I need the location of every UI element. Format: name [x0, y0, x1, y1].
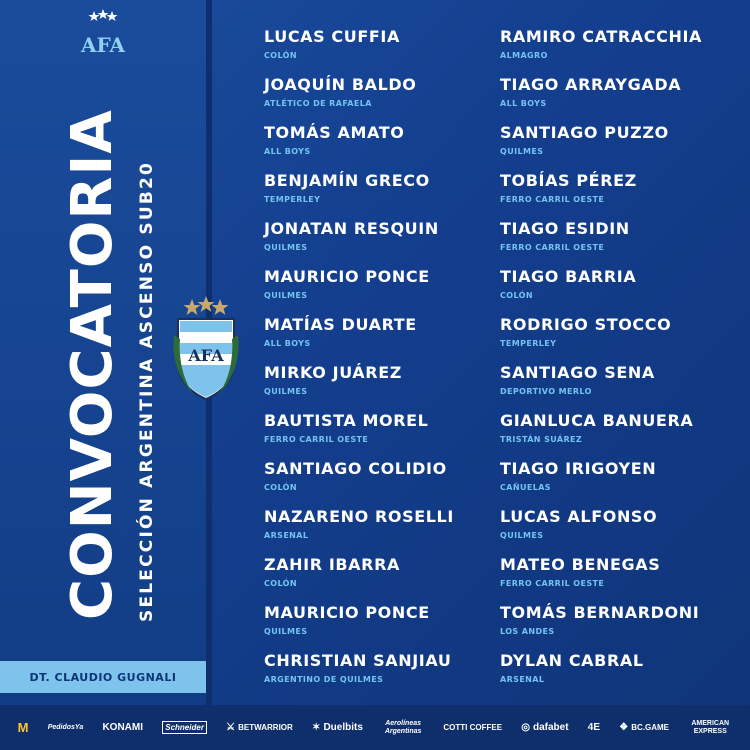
- player-name: SANTIAGO SENA: [500, 363, 655, 382]
- player-club: COLÓN: [264, 579, 297, 588]
- player-club: FERRO CARRIL OESTE: [500, 195, 605, 204]
- player-name: RODRIGO STOCCO: [500, 315, 672, 334]
- player-name: MIRKO JUÁREZ: [264, 363, 402, 382]
- player-entry: [500, 315, 702, 363]
- player-name: JOAQUÍN BALDO: [264, 75, 417, 94]
- player-club: ALL BOYS: [500, 99, 547, 108]
- player-entry: [264, 27, 454, 75]
- player-name: ZAHIR IBARRA: [264, 555, 400, 574]
- player-club: QUILMES: [500, 147, 544, 156]
- betwarrior-icon: ⚔: [226, 722, 236, 733]
- player-name: DYLAN CABRAL: [500, 651, 644, 670]
- player-entry: [264, 411, 454, 459]
- player-entry: [500, 411, 702, 459]
- player-entry: [264, 267, 454, 315]
- player-entry: [264, 555, 454, 603]
- player-entry: [500, 603, 702, 651]
- coach-label: DT. CLAUDIO GUGNALI: [29, 670, 177, 684]
- duelbits-text: Duelbits: [323, 722, 363, 733]
- player-name: LUCAS ALFONSO: [500, 507, 658, 526]
- player-entry: [500, 507, 702, 555]
- pedidosya-icon: PedidosYa: [47, 723, 84, 731]
- player-entry: [264, 363, 454, 411]
- player-entry: [500, 171, 702, 219]
- player-entry: [264, 459, 454, 507]
- sponsor-konami: KONAMI: [102, 722, 144, 733]
- player-name: NAZARENO ROSELLI: [264, 507, 454, 526]
- bcgame-icon: ❖: [619, 722, 629, 733]
- player-club: FERRO CARRIL OESTE: [500, 579, 605, 588]
- sponsor-duelbits: [312, 722, 363, 733]
- coach-box: [0, 661, 206, 693]
- player-club: QUILMES: [500, 531, 544, 540]
- player-name: TIAGO IRIGOYEN: [500, 459, 657, 478]
- bcgame-text: BC.GAME: [631, 723, 670, 732]
- sponsor-aerolineas: [382, 720, 424, 736]
- player-entry: [500, 267, 702, 315]
- player-name: MAURICIO PONCE: [264, 603, 430, 622]
- player-entry: [500, 651, 702, 699]
- player-name: CHRISTIAN SANJIAU: [264, 651, 452, 670]
- player-name: GIANLUCA BANUERA: [500, 411, 694, 430]
- player-entry: [264, 507, 454, 555]
- afa-logo-text: AFA: [80, 33, 126, 57]
- player-club: DEPORTIVO MERLO: [500, 387, 592, 396]
- player-club: COLÓN: [264, 483, 297, 492]
- schneider-logo: Schneider: [162, 721, 207, 734]
- player-entry: [500, 27, 702, 75]
- player-entry: [264, 315, 454, 363]
- player-entry: [500, 459, 702, 507]
- sponsor-foure: 4E: [587, 722, 601, 733]
- player-club: ARGENTINO DE QUILMES: [264, 675, 384, 684]
- sponsor-amex: [688, 720, 732, 736]
- aerolineas-text: Aerolíneas Argentinas: [384, 719, 422, 735]
- page-subtitle: SELECCIÓN ARGENTINA ASCENSO SUB20: [137, 160, 157, 622]
- player-entry: [264, 123, 454, 171]
- sponsor-bar: [0, 705, 750, 750]
- betwarrior-text: BETWARRIOR: [238, 723, 293, 732]
- player-name: TOMÁS AMATO: [264, 123, 405, 142]
- page-title: CONVOCATORIA: [60, 109, 125, 620]
- player-club: QUILMES: [264, 627, 308, 636]
- duelbits-icon: ✶: [312, 722, 321, 733]
- player-name: MAURICIO PONCE: [264, 267, 430, 286]
- player-entry: [500, 363, 702, 411]
- player-club: CAÑUELAS: [500, 483, 551, 492]
- afa-crest-icon: [168, 295, 244, 405]
- player-club: COLÓN: [264, 51, 297, 60]
- player-club: COLÓN: [500, 291, 533, 300]
- player-name: TOMÁS BERNARDONI: [500, 603, 700, 622]
- player-name: LUCAS CUFFIA: [264, 27, 400, 46]
- amex-text: AMERICAN EXPRESS: [691, 719, 730, 735]
- player-entry: [500, 75, 702, 123]
- players-column-right: [500, 27, 702, 699]
- sponsor-cotti: COTTI COFFEE: [443, 723, 503, 732]
- player-name: TIAGO ARRAYGADA: [500, 75, 682, 94]
- player-name: SANTIAGO PUZZO: [500, 123, 669, 142]
- player-name: BAUTISTA MOREL: [264, 411, 429, 430]
- player-name: TIAGO BARRIA: [500, 267, 637, 286]
- player-club: FERRO CARRIL OESTE: [264, 435, 369, 444]
- sponsor-betwarrior: [226, 722, 293, 733]
- player-name: BENJAMÍN GRECO: [264, 171, 430, 190]
- player-club: TRISTÁN SUÁREZ: [500, 435, 583, 444]
- player-club: TEMPERLEY: [264, 195, 321, 204]
- player-name: MATEO BENEGAS: [500, 555, 661, 574]
- player-name: TIAGO ESIDIN: [500, 219, 630, 238]
- player-club: TEMPERLEY: [500, 339, 557, 348]
- player-club: ALL BOYS: [264, 147, 311, 156]
- player-entry: [500, 555, 702, 603]
- sponsor-mcdonalds: [18, 720, 29, 735]
- player-club: ARSENAL: [500, 675, 545, 684]
- player-name: JONATAN RESQUIN: [264, 219, 439, 238]
- player-club: FERRO CARRIL OESTE: [500, 243, 605, 252]
- dafabet-icon: ◎: [521, 722, 530, 733]
- crest-text: AFA: [188, 346, 224, 365]
- player-club: ATLÉTICO DE RAFAELA: [264, 99, 372, 108]
- player-entry: [264, 75, 454, 123]
- afa-logo-icon: [77, 8, 129, 60]
- player-entry: [264, 603, 454, 651]
- player-club: ARSENAL: [264, 531, 309, 540]
- player-club: QUILMES: [264, 243, 308, 252]
- player-entry: [500, 219, 702, 267]
- players-column-left: [264, 27, 454, 699]
- sponsor-pedidosya: [48, 724, 84, 732]
- player-club: QUILMES: [264, 291, 308, 300]
- player-name: RAMIRO CATRACCHIA: [500, 27, 702, 46]
- sponsor-dafabet: [521, 722, 568, 733]
- dafabet-text: dafabet: [533, 722, 569, 733]
- sponsor-bcgame: [619, 722, 669, 733]
- player-club: QUILMES: [264, 387, 308, 396]
- player-club: LOS ANDES: [500, 627, 555, 636]
- player-club: ALL BOYS: [264, 339, 311, 348]
- player-name: TOBÍAS PÉREZ: [500, 171, 637, 190]
- mcdonalds-icon: M: [17, 720, 29, 735]
- sponsor-schneider: [162, 721, 207, 734]
- player-entry: [264, 219, 454, 267]
- player-name: SANTIAGO COLIDIO: [264, 459, 447, 478]
- player-entry: [264, 171, 454, 219]
- player-entry: [264, 651, 454, 699]
- player-entry: [500, 123, 702, 171]
- player-club: ALMAGRO: [500, 51, 548, 60]
- player-name: MATÍAS DUARTE: [264, 315, 417, 334]
